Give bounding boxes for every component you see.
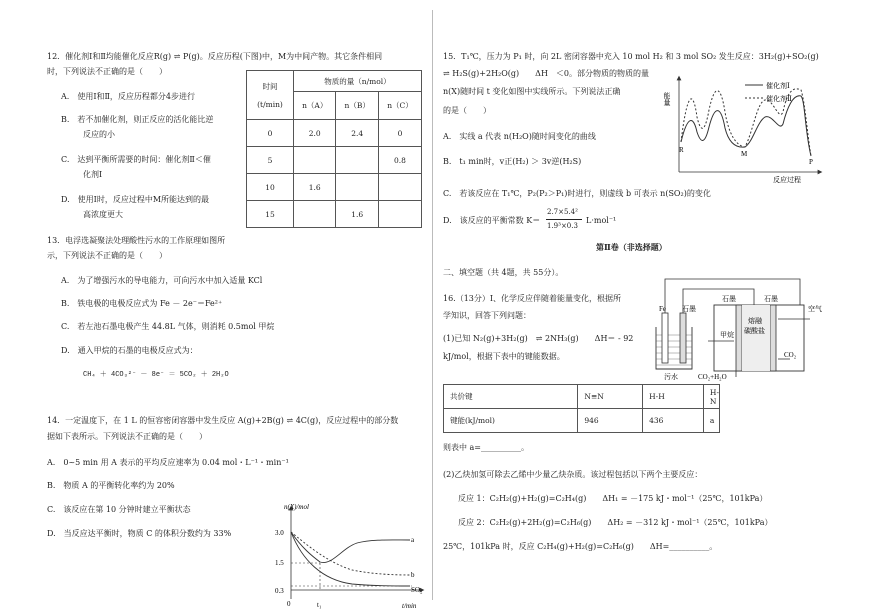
- cell-c: [379, 201, 422, 228]
- row-label: 键能(kJ/mol): [444, 409, 578, 433]
- cell-time: 0: [247, 120, 294, 147]
- q14-option-b: B. 物质 A 的平衡转化率约为 20%: [47, 481, 175, 490]
- cell-time: 10: [247, 174, 294, 201]
- fe-electrode: [662, 313, 668, 363]
- co2-label: CO₂: [784, 351, 797, 359]
- value-h-h: 436: [643, 409, 704, 433]
- x-axis-label: t/min: [402, 602, 417, 610]
- melt-label-1: 熔融: [748, 317, 762, 325]
- q13-option-b: B. 铁电极的电极反应式为 Fe － 2e⁻＝Fe²⁺: [61, 299, 223, 308]
- q12-option-c-line1: C. 达到平衡所需要的时间：催化剂Ⅱ＜催: [61, 155, 211, 164]
- q15-option-a: A. 实线 a 代表 n(H₂O)随时间变化的曲线: [443, 132, 596, 141]
- q14-option-a: A. 0~5 min 用 A 表示的平均反应速率为 0.04 mol・L⁻¹・min⁻¹: [47, 458, 289, 467]
- energy-x-label: 反应过程: [773, 176, 801, 184]
- cell-b: [336, 147, 379, 174]
- graphite-electrode-left: [680, 313, 686, 363]
- point-r: R: [679, 146, 684, 154]
- wastewater-label: 污水: [664, 373, 678, 381]
- cell-c: 0.8: [379, 147, 422, 174]
- cell-b: [336, 174, 379, 201]
- wastewater-lines: [656, 335, 692, 365]
- curve-a-label: a: [411, 536, 415, 544]
- col-header-c: n（C）: [379, 92, 422, 120]
- q14-stem-line1: 14．一定温度下，在 1 L 的恒容密闭容器中发生反应 A(g)+2B(g) ⇌ 4C(g)，反应过程中的部分数: [47, 416, 399, 425]
- q15-k-unit: L·mol⁻¹: [586, 216, 617, 225]
- q15-option-c: C. 若该反应在 T₁℃，P₂(P₂＞P₁)时进行，则虚线 b 可表示 n(SO₂)的变化: [443, 189, 711, 198]
- q12-stem-line1: 12．催化剂Ⅰ和Ⅱ均能催化反应R(g) ⇌ P(g)。反应历程(下图)中，M为中间产物。其它条件相同: [47, 52, 383, 61]
- legend-catalyst-2: 催化剂Ⅱ: [766, 95, 792, 103]
- q16-part1-line1: (1)已知 N₂(g)+3H₂(g) ⇌ 2NH₃(g) ΔH＝ - 92: [443, 334, 634, 343]
- q16-answer-a: 则表中 a=__________。: [443, 443, 530, 452]
- q12-option-b-line2: 反应的小: [83, 130, 115, 139]
- t1-label: t₁: [317, 601, 322, 609]
- column-divider: [432, 10, 433, 600]
- ytick-1-5: 1.5: [275, 559, 284, 567]
- section-2-subtitle: 二、填空题（共 4题，共 55分）。: [443, 268, 564, 277]
- curve-a: [291, 532, 410, 563]
- q15-option-b: B. t₁ min时，v正(H₂) ＞ 3v逆(H₂S): [443, 157, 582, 166]
- q15-stem-line3: n(X)随时间 t 变化如图中实线所示。下列说法正确: [443, 87, 621, 96]
- cell-c: [379, 174, 422, 201]
- cell-b: 1.6: [336, 201, 379, 228]
- reaction-data-table: [246, 70, 422, 228]
- q16-part1-line2: kJ/mol，根据下表中的键能数据。: [443, 352, 565, 361]
- q16-stem-line2: 学知识，回答下列问题：: [443, 311, 531, 320]
- header-bond: 共价键: [444, 385, 578, 409]
- molten-carbonate: [742, 305, 770, 371]
- header-n-n: N≡N: [578, 385, 643, 409]
- curve-so2-label: SO₂: [411, 586, 423, 594]
- q16-part2: (2)乙炔加氢可除去乙烯中少量乙炔杂质。该过程包括以下两个主要反应：: [443, 470, 703, 479]
- q13-option-c: C. 若左池石墨电极产生 44.8L 气体，则消耗 0.5mol 甲烷: [61, 322, 275, 331]
- point-p: P: [809, 158, 813, 166]
- q15-stem-line4: 的是（ ）: [443, 106, 491, 115]
- q12-option-d-line2: 高浓度更大: [83, 210, 123, 219]
- origin-label: 0: [287, 600, 291, 608]
- cell-b: 2.4: [336, 120, 379, 147]
- curve-b-label: b: [411, 571, 415, 579]
- energy-profile-diagram: [665, 72, 825, 184]
- graphite-label-1: 石墨: [682, 305, 696, 313]
- q16-answer-dh: 25℃，101kPa 时，反应 C₂H₄(g)+H₂(g)=C₂H₆(g) ΔH=__________。: [443, 542, 718, 551]
- cell-c: 0: [379, 120, 422, 147]
- q14-option-c: C. 该反应在第 10 分钟时建立平衡状态: [47, 505, 191, 514]
- ytick-3: 3.0: [275, 529, 284, 537]
- col-header-a: n（A）: [294, 92, 336, 120]
- header-h-h: H-H: [643, 385, 704, 409]
- col-header-b: n（B）: [336, 92, 379, 120]
- q15-option-d-prefix: D. 该反应的平衡常数 K＝: [443, 216, 541, 225]
- time-unit: (t/min): [257, 100, 283, 109]
- q16-reaction-2: 反应 2：C₂H₂(g)+2H₂(g)=C₂H₆(g) ΔH₂ = －312 kJ・mol⁻¹（25℃，101kPa）: [458, 518, 773, 527]
- nx-time-graph: [272, 500, 432, 611]
- q15-k-numerator: 2.7×5.4²: [547, 208, 578, 216]
- cell-a: 2.0: [294, 120, 336, 147]
- graphite-label-2: 石墨: [722, 295, 736, 303]
- solid-energy-curve: [681, 96, 811, 156]
- table-row: [247, 174, 422, 201]
- q15-stem-line1: 15．T₁℃，压力为 P₁ 时，向 2L 密闭容器中充入 10 mol H₂ 和 3 mol SO₂ 发生反应：3H₂(g)+SO₂(g): [443, 52, 819, 61]
- energy-y-label: 能量: [663, 92, 671, 106]
- legend-catalyst-1: 催化剂Ⅰ: [766, 82, 790, 90]
- graphite-label-3: 石墨: [764, 295, 778, 303]
- point-m: M: [741, 150, 748, 158]
- methane-label: 甲烷: [720, 331, 734, 339]
- q15-k-denominator: 1.9³×0.3: [547, 222, 578, 230]
- co2-h2o-label: CO₂+H₂O: [698, 373, 727, 381]
- q12-option-a: A. 使用Ⅰ和Ⅱ，反应历程都分4步进行: [61, 92, 196, 101]
- q13-equation: CH₄ ＋ 4CO₃²⁻ － 8e⁻ ＝ 5CO₂ ＋ 2H₂O: [83, 371, 229, 379]
- ytick-0-3: 0.3: [275, 587, 284, 595]
- cell-a: [294, 201, 336, 228]
- q16-stem-line1: 16.（13分）Ⅰ、化学反应伴随着能量变化，根据所: [443, 294, 622, 303]
- air-label: 空气: [808, 305, 822, 313]
- cell-time: 15: [247, 201, 294, 228]
- table-row: [247, 201, 422, 228]
- value-h-n: a: [703, 409, 719, 433]
- table-qty-header: 物质的量（n/mol）: [294, 71, 422, 92]
- table-row: [444, 409, 720, 433]
- q12-option-b-line1: B. 若不加催化剂，则正反应的活化能比逆: [61, 115, 214, 124]
- q13-option-a: A. 为了增强污水的导电能力，可向污水中加入适量 KCl: [61, 276, 263, 285]
- table-row: [247, 120, 422, 147]
- cell-time: 5: [247, 147, 294, 174]
- fuel-cell-anode: [736, 305, 742, 371]
- fraction-bar: [546, 219, 582, 220]
- melt-label-2: 碳酸盐: [744, 327, 765, 335]
- q14-stem-line2: 据如下表所示。下列说法不正确的是（ ）: [47, 432, 207, 441]
- cell-a: [294, 147, 336, 174]
- q12-option-d-line1: D. 使用Ⅰ时，反应过程中M所能达到的最: [61, 195, 210, 204]
- y-axis-label: n(X)/mol: [284, 503, 309, 511]
- q12-stem-line2: 时，下列说法不正确的是（ ）: [47, 67, 167, 76]
- q13-stem-line2: 示，下列说法不正确的是（ ）: [47, 251, 167, 260]
- bond-energy-table: [443, 384, 720, 433]
- q15-stem-line2: ⇌ H₂S(g)+2H₂O(g) ΔH ＜0。部分物质的物质的量: [443, 69, 650, 78]
- table-time-header: [247, 71, 294, 120]
- q13-option-d: D. 通入甲烷的石墨的电极反应式为：: [61, 346, 198, 355]
- section-2-title: 第Ⅱ卷（非选择题）: [596, 242, 667, 252]
- value-n-n: 946: [578, 409, 643, 433]
- q16-reaction-1: 反应 1：C₂H₂(g)+H₂(g)=C₂H₄(g) ΔH₁ = －175 kJ・mol⁻¹（25℃，101kPa）: [458, 494, 768, 503]
- table-row: [247, 147, 422, 174]
- q13-stem-line1: 13．电浮选凝聚法处理酸性污水的工作原理如图所: [47, 236, 226, 245]
- header-h-n: H-N: [703, 385, 719, 409]
- left-tank: [656, 327, 692, 369]
- fe-label: Fe: [659, 305, 666, 313]
- time-label: 时间: [262, 82, 278, 91]
- cell-a: 1.6: [294, 174, 336, 201]
- q14-option-d: D. 当反应达平衡时，物质 C 的体积分数约为 33%: [47, 529, 232, 538]
- fuel-cell-cathode: [770, 305, 776, 371]
- electrolysis-cell-diagram: [650, 275, 828, 383]
- curve-b: [291, 532, 410, 575]
- q12-option-c-line2: 化剂Ⅰ: [83, 170, 103, 179]
